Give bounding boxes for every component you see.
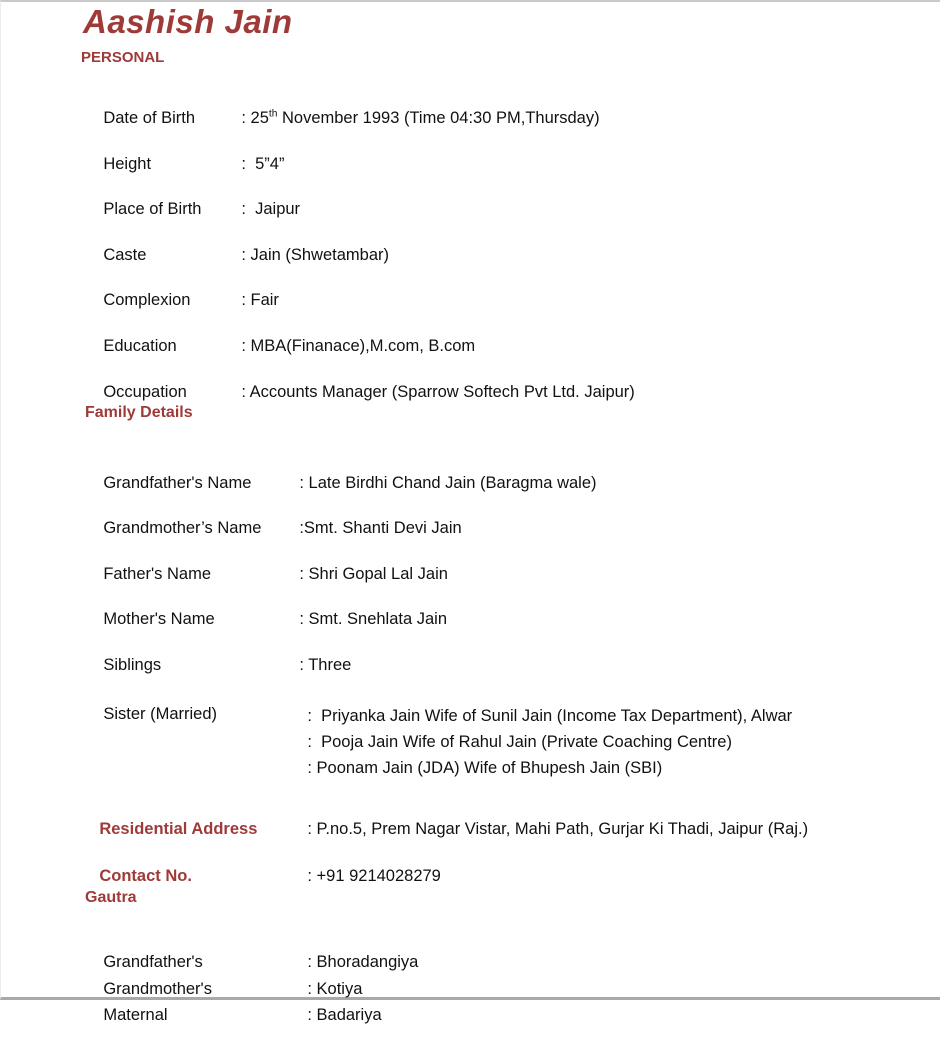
sister-line-1: : Priyanka Jain Wife of Sunil Jain (Income Tax Department), Alwar xyxy=(307,707,793,725)
field-label: Grandmother's xyxy=(103,980,212,998)
field-value: : Badariya xyxy=(307,1006,382,1024)
field-label: Grandfather's Name xyxy=(103,474,252,492)
field-value: : +91 9214028279 xyxy=(307,867,441,885)
field-label: Occupation xyxy=(103,383,187,401)
row-gautra-maternal xyxy=(85,975,940,1056)
field-label: Father's Name xyxy=(103,565,212,583)
field-label: Grandmother’s Name xyxy=(103,519,262,537)
field-label: Maternal xyxy=(103,1006,168,1024)
field-value xyxy=(307,703,792,781)
section-heading-personal: PERSONAL xyxy=(81,49,165,66)
field-value: : Accounts Manager (Sparrow Softech Pvt Ltd. Jaipur) xyxy=(241,383,635,401)
page-title: Aashish Jain xyxy=(83,3,293,40)
field-value: : Kotiya xyxy=(307,980,363,998)
field-label: Siblings xyxy=(103,656,162,674)
field-label-residential-address: Residential Address xyxy=(99,820,258,838)
field-value: : Jaipur xyxy=(241,200,301,218)
field-label: Place of Birth xyxy=(103,200,202,218)
row-sister-married xyxy=(85,681,940,803)
field-value: :Smt. Shanti Devi Jain xyxy=(299,519,462,537)
row-contact-no xyxy=(81,843,940,909)
field-value: : 5”4” xyxy=(241,155,285,173)
field-value: : Fair xyxy=(241,291,279,309)
sister-line-2: : Pooja Jain Wife of Rahul Jain (Private Coaching Centre) xyxy=(307,733,732,751)
value-text: November 1993 (Time 04:30 PM,Thursday) xyxy=(277,109,600,127)
field-label: Date of Birth xyxy=(103,109,196,127)
field-label: Education xyxy=(103,337,177,355)
field-value: : Bhoradangiya xyxy=(307,953,419,971)
field-value: : Smt. Snehlata Jain xyxy=(299,610,448,628)
ordinal-suffix: th xyxy=(268,108,278,120)
field-label: Height xyxy=(103,155,152,173)
value-text: : 25 xyxy=(241,109,269,127)
field-value: : Late Birdhi Chand Jain (Baragma wale) xyxy=(299,474,597,492)
row-occupation xyxy=(85,359,940,425)
field-label: Grandfather's xyxy=(103,953,203,971)
section-heading-family-details: Family Details xyxy=(85,404,193,421)
field-value: : MBA(Finanace),M.com, B.com xyxy=(241,337,476,355)
field-label: Mother's Name xyxy=(103,610,215,628)
field-label-contact-no: Contact No. xyxy=(99,867,192,885)
field-value: : Shri Gopal Lal Jain xyxy=(299,565,448,583)
field-value xyxy=(241,107,599,129)
field-value: : Three xyxy=(299,656,352,674)
section-heading-gautra: Gautra xyxy=(85,889,137,906)
sister-line-3: : Poonam Jain (JDA) Wife of Bhupesh Jain (SBI) xyxy=(307,759,663,777)
field-value: : P.no.5, Prem Nagar Vistar, Mahi Path, Gurjar Ki Thadi, Jaipur (Raj.) xyxy=(307,820,809,838)
field-label: Sister (Married) xyxy=(103,705,218,723)
field-label: Complexion xyxy=(103,291,191,309)
field-label: Caste xyxy=(103,246,147,264)
field-value: : Jain (Shwetambar) xyxy=(241,246,389,264)
